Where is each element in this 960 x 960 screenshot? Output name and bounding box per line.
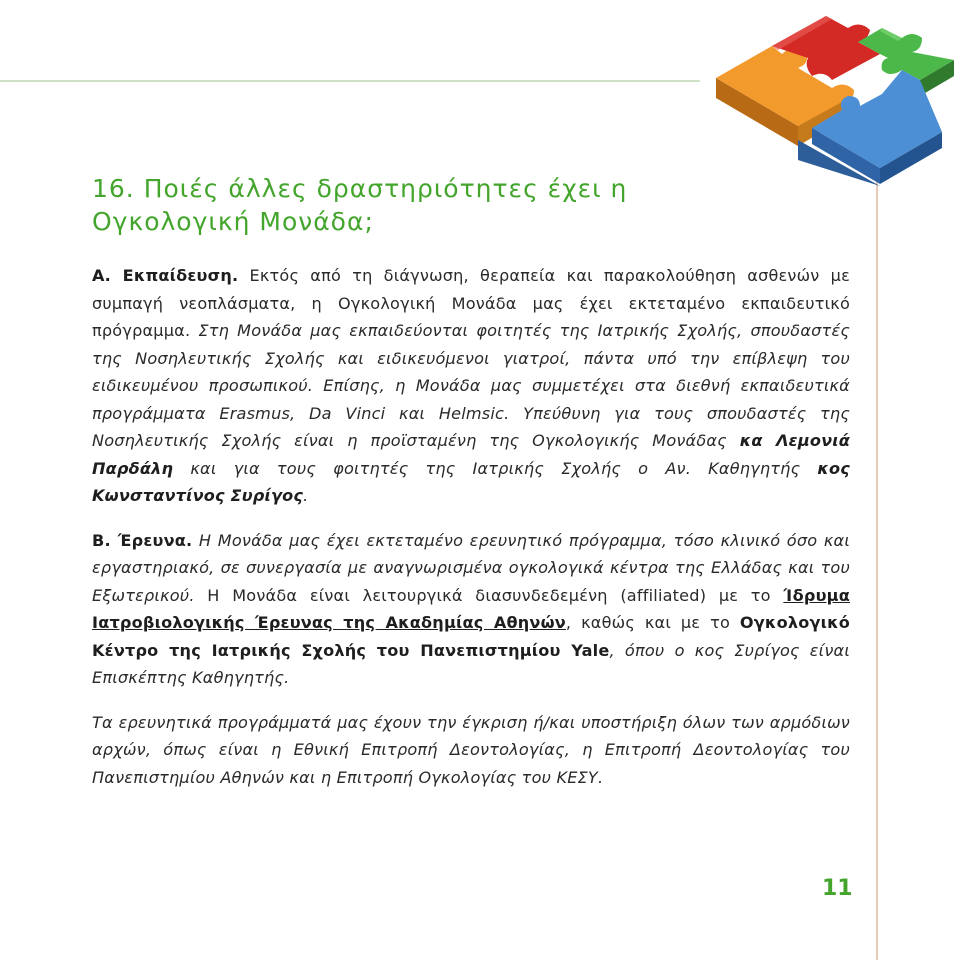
institution-link-academy: Ίδρυμα Ιατροβιολογικής Έρευνας της Ακαδημίας Αθηνών [92,585,850,632]
education-paragraph: Α. Εκπαίδευση. Εκτός από τη διάγνωση, θεραπεία και παρακολούθηση ασθενών με συμπαγή νεοπλάσματα, η Ογκολογική Μονάδα μας έχει εκτεταμένο εκπαιδευτικό πρόγραμμα. Στη Μονάδα μας εκπαιδεύονται φοιτητές της Ιατρικής Σχολής, σπουδαστές της Νοσηλευτικής Σχολής και ειδικευόμενοι γιατροί, πάντα υπό την επίβλεψη του ειδικευμένου προσωπικού. Επίσης, η Μονάδα μας συμμετέχει στα διεθνή εκπαιδευτικά προγράμματα Erasmus, Da Vinci και Helmsic. Υπεύθυνη για τους σπουδαστές της Νοσηλευτικής Σχολής είναι η προϊσταμένη της Ογκολογικής Μονάδας κα Λεμονιά Παρδάλη και για τους φοιτητές της Ιατρικής Σχολής ο Αν. Καθηγητής κος Κωνσταντίνος Συρίγος. [92,266,851,505]
section-heading: 16. Ποιές άλλες δραστηριότητες έχει η Ογκολογική Μονάδα; [92,174,628,236]
professor-name: κος Κωνσταντίνος Συρίγος [92,458,850,505]
research-paragraph: Β. Έρευνα. Η Μονάδα μας έχει εκτεταμένο ερευνητικό πρόγραμμα, τόσο κλινικό όσο και εργαστηριακό, σε συνεργασία με αναγνωρισμένα ογκολογικά κέντρα της Ελλάδας και του Εξωτερικού. Η Μονάδα είναι λειτουργικά διασυνδεδεμένη (affiliated) με το Ίδρυμα Ιατροβιολογικής Έρευνας της Ακαδημίας Αθηνών, καθώς και με το Ογκολογικό Κέντρο της Ιατρικής Σχολής του Πανεπιστημίου Yale, όπου ο κος Συρίγος είναι Επισκέπτης Καθηγητής. [92,530,850,687]
margin-divider-line [876,178,878,960]
body-text [92,262,850,808]
education-label: Α. Εκπαίδευση. [92,266,239,285]
nurse-supervisor-name: κα Λεμονιά Παρδάλη [92,431,851,478]
header-divider-line [0,80,700,82]
research-label: Β. Έρευνα. [92,530,193,550]
institution-link-yale: Ογκολογικό Κέντρο της Ιατρικής Σχολής του Πανεπιστημίου Yale [92,613,850,660]
puzzle-pieces-icon [712,8,958,186]
page-number: 11 [822,876,853,901]
closing-paragraph: Τα ερευνητικά προγράμματά μας έχουν την έγκριση ή/και υποστήριξη όλων των αρμόδιων αρχών, όπως είναι η Εθνική Επιτροπή Δεοντολογίας, η Επιτροπή Δεοντολογίας του Πανεπιστημίου Αθηνών και η Επιτροπή Ογκολογίας του ΚΕΣΥ. [92,712,850,787]
